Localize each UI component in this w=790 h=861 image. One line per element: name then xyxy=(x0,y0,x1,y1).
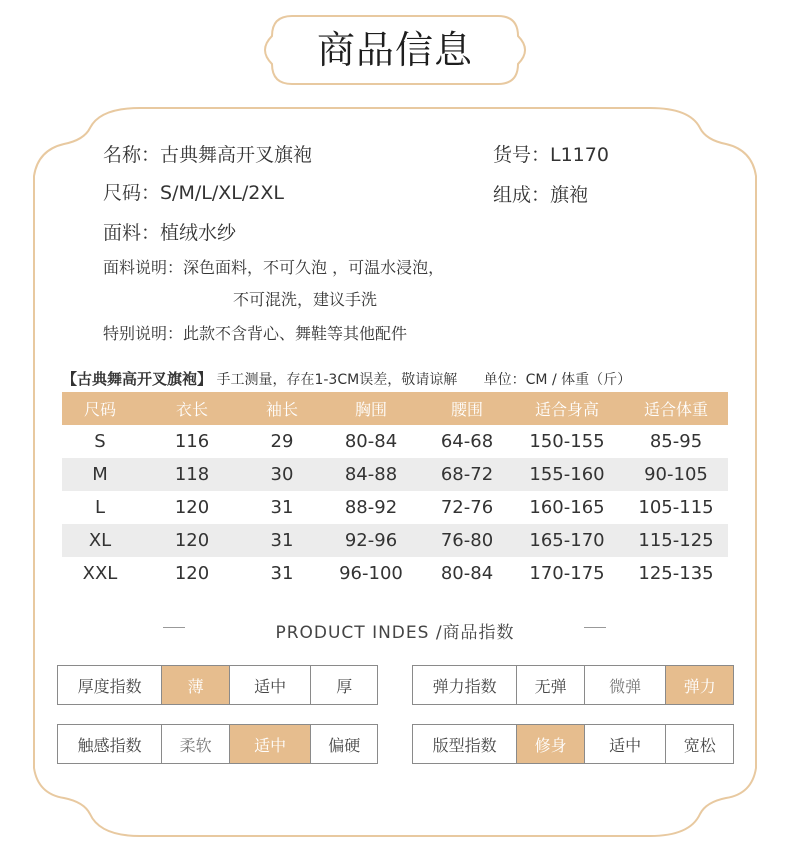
elasticity-option: 弹力 xyxy=(665,666,733,704)
table-cell: 120 xyxy=(138,524,246,557)
table-cell: 30 xyxy=(246,458,318,491)
touch-option: 柔软 xyxy=(161,725,229,763)
table-cell: 120 xyxy=(174,497,210,518)
table-cell: 96-100 xyxy=(339,563,403,584)
size-table-header-cell: 衣长 xyxy=(138,392,246,425)
thickness-option: 适中 xyxy=(229,666,310,704)
thickness-index-label: 厚度指数 xyxy=(77,676,142,696)
table-cell: XXL xyxy=(82,563,118,584)
touch-option: 偏硬 xyxy=(310,725,377,763)
product-fabric: 面料：植绒水纱 xyxy=(103,222,237,244)
table-row xyxy=(62,557,728,590)
size-table-caption-note: 手工测量，存在1-3CM误差，敬请谅解 xyxy=(216,372,458,388)
table-cell: 92-96 xyxy=(318,524,424,557)
size-table-header-cell: 腰围 xyxy=(424,392,510,425)
table-cell: 150-155 xyxy=(529,431,605,452)
touch-index-label: 触感指数 xyxy=(77,735,142,755)
table-cell: 31 xyxy=(270,563,294,584)
table-cell: 115-125 xyxy=(624,524,728,557)
table-cell: L xyxy=(94,497,106,518)
table-row xyxy=(62,458,728,491)
table-row xyxy=(62,491,728,524)
touch-index xyxy=(57,724,378,764)
size-table-header xyxy=(62,392,728,425)
table-cell: 105-115 xyxy=(638,497,714,518)
size-table xyxy=(62,392,728,590)
special-note: 特别说明：此款不含背心、舞鞋等其他配件 xyxy=(103,324,408,343)
elasticity-index xyxy=(412,665,734,705)
table-cell: 116 xyxy=(174,431,210,452)
table-row xyxy=(62,425,728,458)
heading-dash-right xyxy=(584,627,606,628)
elasticity-option: 无弹 xyxy=(516,666,584,704)
table-cell: 155-160 xyxy=(510,458,624,491)
elasticity-option: 微弹 xyxy=(584,666,665,704)
table-cell: 90-105 xyxy=(624,458,728,491)
table-cell: 165-170 xyxy=(510,524,624,557)
page-title: 商品信息 xyxy=(316,28,473,72)
fabric-note-line2: 不可混洗，建议手洗 xyxy=(233,290,378,309)
table-cell: 85-95 xyxy=(649,431,703,452)
table-cell: 125-135 xyxy=(638,563,714,584)
thickness-option: 薄 xyxy=(161,666,229,704)
table-cell: 118 xyxy=(138,458,246,491)
table-cell: 80-84 xyxy=(344,431,398,452)
table-cell: S xyxy=(94,431,106,452)
product-name: 名称：古典舞高开叉旗袍 xyxy=(103,144,313,166)
fit-index-label: 版型指数 xyxy=(432,735,497,755)
table-cell: 76-80 xyxy=(424,524,510,557)
fit-index xyxy=(412,724,734,764)
table-cell: 68-72 xyxy=(424,458,510,491)
thickness-index xyxy=(57,665,378,705)
table-cell: 84-88 xyxy=(318,458,424,491)
size-table-header-cell: 胸围 xyxy=(318,392,424,425)
table-cell: 120 xyxy=(174,563,210,584)
size-table-caption-title: 【古典舞高开叉旗袍】 xyxy=(62,370,213,388)
elasticity-index-label: 弹力指数 xyxy=(432,676,497,696)
table-cell: 160-165 xyxy=(529,497,605,518)
size-table-header-cell: 适合体重 xyxy=(624,392,728,425)
size-table-caption-unit: 单位：CM / 体重（斤） xyxy=(483,372,632,388)
product-index-heading: PRODUCT INDES /商品指数 xyxy=(275,623,515,643)
table-cell: 31 xyxy=(270,497,294,518)
table-cell: 31 xyxy=(246,524,318,557)
table-cell: 64-68 xyxy=(440,431,494,452)
product-sizes: 尺码：S/M/L/XL/2XL xyxy=(103,182,284,204)
fit-option: 修身 xyxy=(516,725,584,763)
product-composition: 组成：旗袍 xyxy=(493,184,589,206)
size-table-header-cell: 适合身高 xyxy=(510,392,624,425)
size-table-header-cell: 尺码 xyxy=(62,392,138,425)
table-cell: XL xyxy=(62,524,138,557)
table-cell: M xyxy=(62,458,138,491)
table-cell: 29 xyxy=(270,431,294,452)
table-cell: 80-84 xyxy=(440,563,494,584)
fabric-note-line1: 面料说明：深色面料，不可久泡 ，可温水浸泡， xyxy=(103,258,445,277)
item-number: 货号：L1170 xyxy=(493,144,609,166)
thickness-option: 厚 xyxy=(310,666,377,704)
table-cell: 170-175 xyxy=(529,563,605,584)
fit-option: 适中 xyxy=(584,725,665,763)
fit-option: 宽松 xyxy=(665,725,733,763)
table-cell: 72-76 xyxy=(440,497,494,518)
table-row xyxy=(62,524,728,557)
touch-option: 适中 xyxy=(229,725,310,763)
size-table-header-cell: 袖长 xyxy=(246,392,318,425)
size-table-caption xyxy=(62,368,631,389)
table-cell: 88-92 xyxy=(344,497,398,518)
